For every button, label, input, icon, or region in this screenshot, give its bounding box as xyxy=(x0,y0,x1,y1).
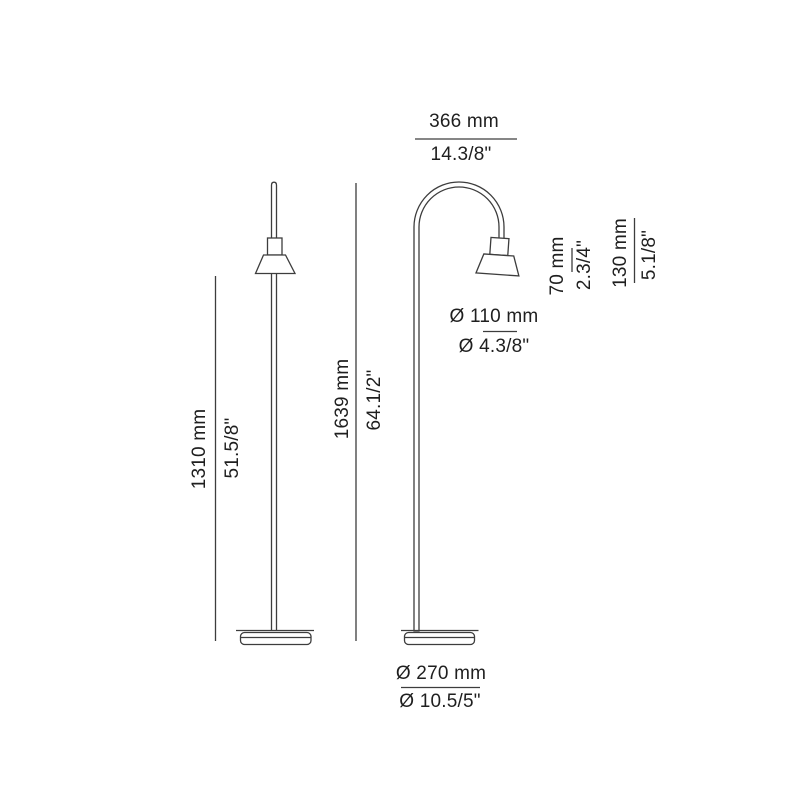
side-socket xyxy=(490,237,509,255)
dim-shade-height-mm: 70 mm xyxy=(547,236,568,296)
front-socket xyxy=(268,238,283,255)
dim-shade-height-in: 2.3/4" xyxy=(574,239,595,291)
dim-arm-depth-in: 14.3/8" xyxy=(430,144,492,165)
front-shade xyxy=(256,255,296,274)
side-view-lamp xyxy=(401,182,521,645)
dim-head-height-in: 5.1/8" xyxy=(639,229,660,281)
dim-head-height-mm: 130 mm xyxy=(610,218,631,288)
dim-shade-diameter-mm: Ø 110 mm xyxy=(449,306,539,327)
dim-base-diameter-mm: Ø 270 mm xyxy=(395,663,487,684)
side-shade xyxy=(476,253,520,275)
dim-arm-depth-mm: 366 mm xyxy=(429,111,499,132)
dim-total-height-mm: 1639 mm xyxy=(332,358,353,440)
front-base-body xyxy=(241,633,312,645)
dim-total-height-in: 64.1/2" xyxy=(364,369,385,431)
dim-pole-height-in: 51.5/8" xyxy=(222,417,243,479)
dim-base-diameter-in: Ø 10.5/5" xyxy=(399,691,481,712)
front-view-lamp xyxy=(236,182,314,644)
dimension-lines xyxy=(216,139,635,688)
side-base-body xyxy=(405,633,475,645)
dim-shade-diameter-in: Ø 4.3/8" xyxy=(458,336,530,357)
dim-pole-height-mm: 1310 mm xyxy=(189,408,210,490)
side-head xyxy=(476,237,521,276)
